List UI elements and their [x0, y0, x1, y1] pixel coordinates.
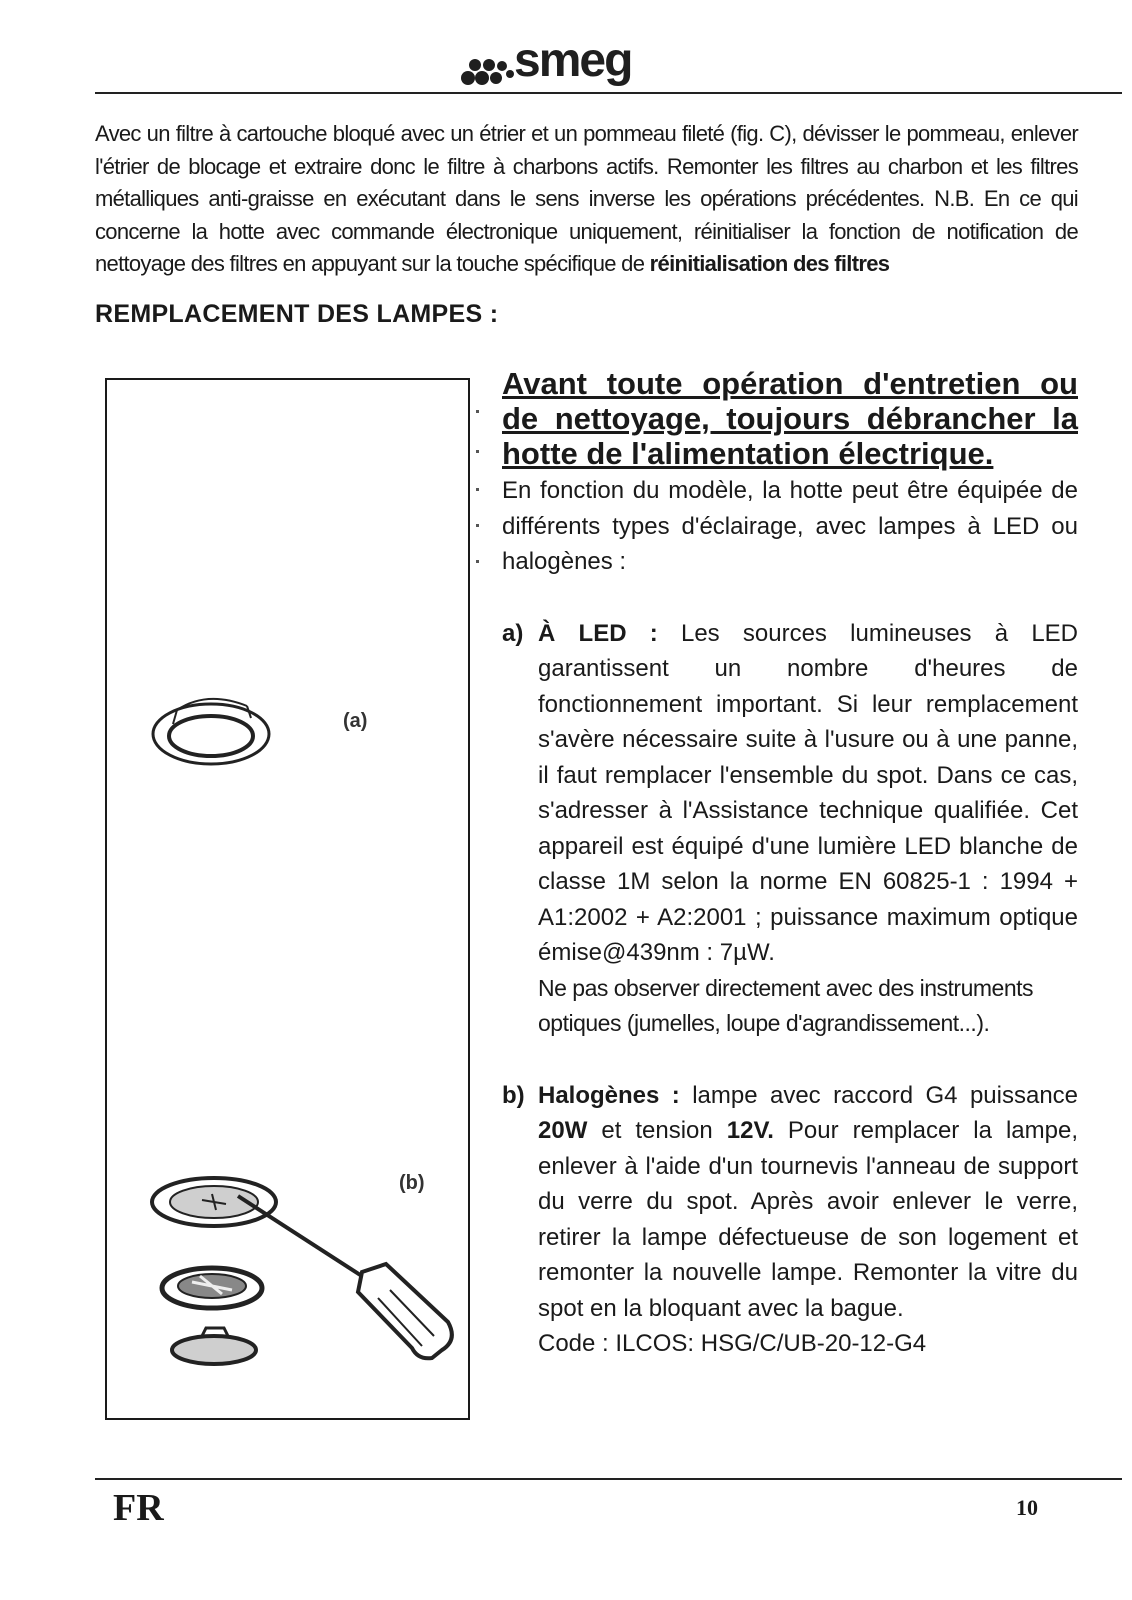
logo-text: smeg — [514, 34, 632, 87]
halogen-item — [502, 1078, 1078, 1362]
margin-tick — [476, 410, 479, 413]
halogen-text-3: Pour remplacer la lampe, enlever à l'aide d'un tournevis l'anneau de support du verre du spot. Après avoir enlever le verre, retirer la lampe défectueuse de son logement et remonter la nouvelle lampe. Remonter la vitre du spot en la bloquant avec la bague. — [538, 1117, 1078, 1322]
halogen-code: Code : ILCOS: HSG/C/UB-20-12-G4 — [538, 1330, 927, 1357]
section-title: REMPLACEMENT DES LAMPES : — [95, 300, 499, 328]
safety-warning: Avant toute opération d'entretien ou de nettoyage, toujours débrancher la hotte de l'alimentation électrique. — [502, 366, 1078, 471]
led-item-text: Les sources lumineuses à LED garantissent un nombre d'heures de fonctionnement important. Si leur remplacement s'avère nécessaire suite à l'usure ou à une panne, il faut remplacer l'ensemble du spot. Dans ce cas, s'adresser à l'Assistance technique qualifiée. Cet appareil est équipé d'une lumière LED blanche de classe 1M selon la norme EN 60825-1 : 1994 + A1:2002 + A2:2001 ; puissance maximum optique émise@439nm : 7µW. — [538, 619, 1078, 966]
halogen-text-2: et tension — [587, 1117, 727, 1144]
intro-paragraph — [95, 118, 1078, 281]
led-item-note: Ne pas observer directement avec des instruments optiques (jumelles, loupe d'agrandissement...). — [538, 974, 1034, 1036]
margin-tick — [476, 488, 479, 491]
item-marker-a: a) — [502, 619, 524, 647]
page-number: 10 — [1016, 1495, 1038, 1520]
smeg-logo — [460, 34, 660, 90]
item-marker-b: b) — [502, 1081, 525, 1109]
figure-label-a: (a) — [343, 710, 368, 732]
led-item — [502, 616, 1078, 1042]
margin-tick — [476, 450, 479, 453]
lamp-figure — [105, 378, 470, 1420]
intro-bold-tail: réinitialisation des filtres — [649, 251, 890, 276]
lamp-replacement-text — [502, 366, 1078, 1362]
footer-rule — [95, 1478, 1122, 1480]
halogen-voltage: 12V. — [726, 1117, 774, 1144]
header-rule — [95, 92, 1122, 94]
halogen-power: 20W — [538, 1117, 588, 1144]
margin-tick — [476, 560, 479, 563]
margin-tick — [476, 524, 479, 527]
led-item-title: À LED : — [538, 619, 658, 647]
lighting-intro: En fonction du modèle, la hotte peut être équipée de différents types d'éclairage, avec lampes à LED ou halogènes : — [502, 477, 1078, 575]
halogen-text-1: lampe avec raccord G4 puissance — [679, 1081, 1079, 1109]
logo-dots-icon — [460, 48, 520, 88]
halogen-item-title: Halogènes : — [538, 1081, 680, 1109]
intro-text: Avec un filtre à cartouche bloqué avec un étrier et un pommeau fileté (fig. C), dévisser le pommeau, enlever l'étrier de blocage et extraire donc le filtre à charbons actifs. Remonter les filtres au charbon et les filtres métalliques anti-graisse en exécutant dans le sens inverse les opérations précédentes. N.B. En ce qui concerne la hotte avec commande électronique uniquement, réinitialiser la fonction de notification de nettoyage des filtres en appuyant sur la touche spécifique de — [95, 121, 1078, 276]
footer-language: FR — [113, 1487, 164, 1529]
halogen-spot-illustration — [142, 1160, 472, 1390]
figure-label-b: (b) — [399, 1172, 425, 1194]
led-spot-illustration — [147, 680, 277, 780]
